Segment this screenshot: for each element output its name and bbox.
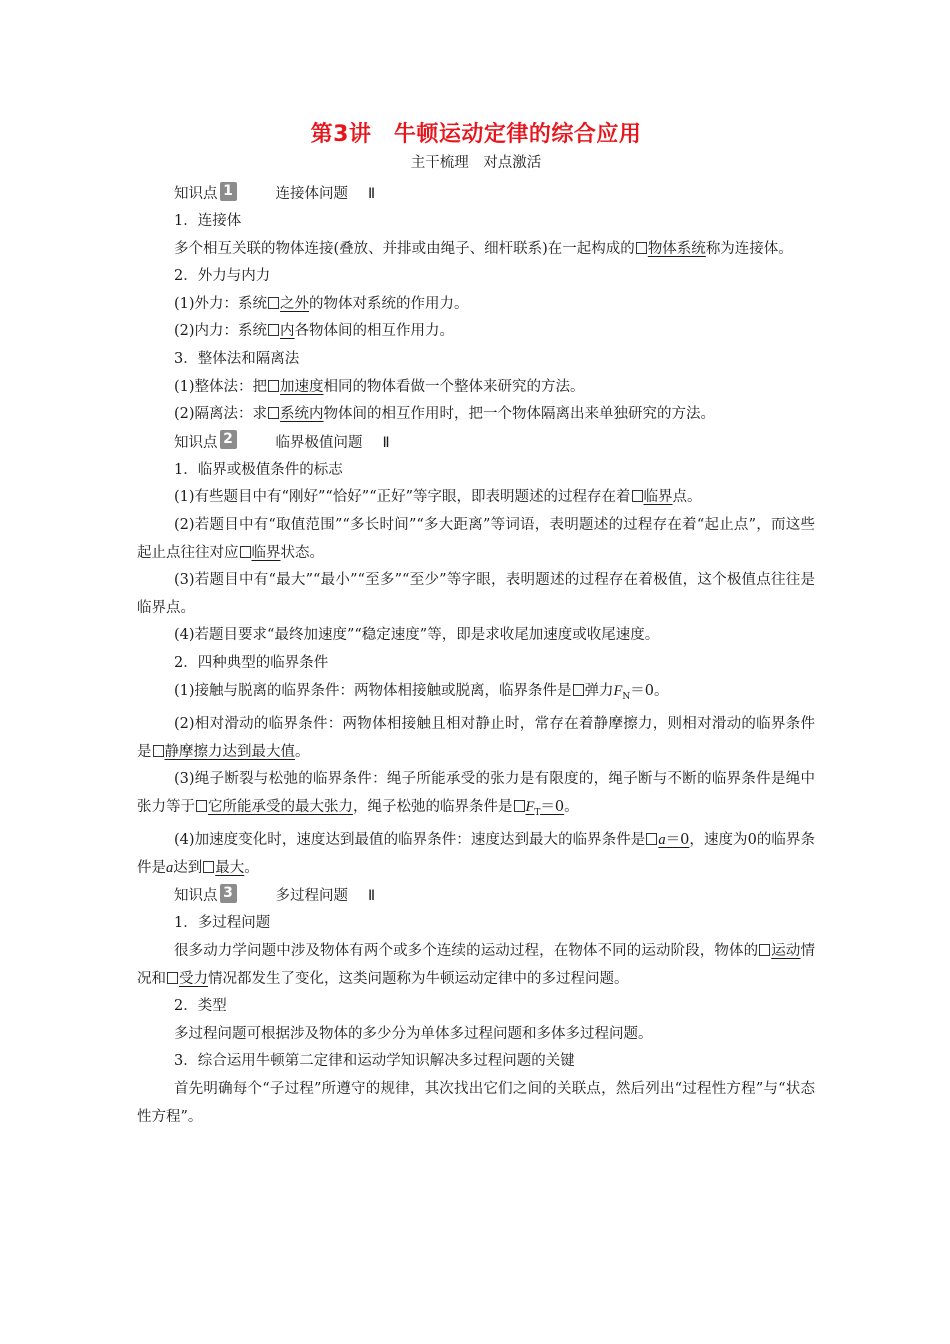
paragraph: 多过程问题可根据涉及物体的多少分为单体多过程问题和多体多过程问题。 — [174, 1025, 653, 1042]
section-heading: 1．连接体 — [174, 213, 242, 229]
paragraph: (2)内力：系统 内各物体间的相互作用力。 — [174, 323, 455, 340]
section-heading: 2．四种典型的临界条件 — [174, 654, 329, 671]
section-heading: 3．综合运用牛顿第二定律和运动学知识解决多过程问题的关键 — [174, 1053, 575, 1070]
blank-box-icon — [268, 380, 279, 392]
paragraph: (4)若题目要求“最终加速度”“稳定速度”等，即是求收尾加速度或收尾速度。 — [174, 627, 660, 644]
kp-number-badge: 2 — [220, 430, 237, 449]
paragraph: 多个相互关联的物体连接(叠放、并排或由绳子、细杆联系)在一起构成的 物体系统称为连接体。 — [174, 240, 793, 257]
paragraph: (3)若题目中有“最大”“最小”“至多”“至少”等字眼，表明题述的过程存在着极值，这个极值点往往是临界点。 — [137, 572, 815, 616]
kp-topic: 临界极值问题 — [275, 434, 363, 451]
blank-box-icon — [153, 745, 164, 757]
kp-level: Ⅱ — [368, 186, 376, 202]
document-page — [137, 120, 815, 1131]
fill-answer: $F_T=0$ — [525, 798, 565, 818]
kp-label: 知识点 — [174, 888, 218, 905]
fill-answer: 内 — [280, 323, 295, 340]
kp-number-badge: 3 — [220, 884, 237, 903]
paragraph: (4)加速度变化时，速度达到最值的临界条件：速度达到最大的临界条件是 a＝0，速度为0的临界条件是a达到 最大。 — [137, 832, 815, 876]
fill-answer: 静摩擦力达到最大值 — [164, 743, 295, 760]
fill-answer: 之外 — [280, 295, 310, 312]
blank-box-icon — [167, 972, 178, 984]
blank-box-icon — [268, 297, 279, 309]
paragraph: 首先明确每个“子过程”所遵守的规律，其次找出它们之间的关联点，然后列出“过程性方程”与“状态性方程”。 — [137, 1081, 815, 1125]
knowledge-point-3-header — [137, 882, 815, 910]
fill-answer: 它所能承受的最大张力 — [208, 798, 353, 815]
blank-box-icon — [759, 944, 770, 956]
blank-box-icon — [268, 407, 279, 419]
fill-answer: a＝0 — [658, 832, 690, 849]
kp-topic: 多过程问题 — [275, 888, 348, 905]
kp-label: 知识点 — [174, 434, 218, 451]
blank-box-icon — [196, 800, 207, 812]
knowledge-point-1-header — [137, 180, 815, 208]
kp-label: 知识点 — [174, 186, 218, 202]
paragraph: (1)整体法：把 加速度相同的物体看做一个整体来研究的方法。 — [174, 378, 585, 395]
section-heading: 1．临界或极值条件的标志 — [174, 461, 343, 478]
section-heading: 2．外力与内力 — [174, 268, 271, 285]
paragraph: (3)绳子断裂与松弛的临界条件：绳子所能承受的张力是有限度的，绳子断与不断的临界条件是绳中张力等于 它所能承受的最大张力，绳子松弛的临界条件是 $F_T=0$。 — [137, 771, 815, 818]
blank-box-icon — [268, 324, 279, 336]
section-heading: 3．整体法和隔离法 — [174, 350, 300, 367]
kp-topic: 连接体问题 — [275, 186, 348, 202]
kp-number-badge: 1 — [220, 182, 237, 201]
blank-box-icon — [240, 546, 251, 558]
paragraph: (2)隔离法：求 系统内物体间的相互作用时，把一个物体隔离出来单独研究的方法。 — [174, 406, 716, 423]
blank-box-icon — [573, 684, 584, 696]
fill-answer: 临界 — [643, 489, 673, 506]
paragraph: (1)有些题目中有“刚好”“恰好”“正好”等字眼，即表明题述的过程存在着 临界点。 — [174, 489, 702, 506]
blank-box-icon — [514, 800, 525, 812]
fill-answer: 加速度 — [280, 378, 324, 395]
blank-box-icon — [203, 861, 214, 873]
paragraph: (2)相对滑动的临界条件：两物体相接触且相对静止时，常存在着静摩擦力，则相对滑动的临界条件是 静摩擦力达到最大值。 — [137, 715, 815, 760]
paragraph: 很多动力学问题中涉及物体有两个或多个连续的运动过程，在物体不同的运动阶段，物体的 运动情况和 受力情况都发生了变化，这类问题称为牛顿运动定律中的多过程问题。 — [137, 943, 816, 987]
blank-box-icon — [646, 833, 657, 845]
blank-box-icon — [632, 490, 643, 502]
blank-box-icon — [636, 242, 647, 254]
fill-answer: 物体系统 — [647, 240, 706, 257]
knowledge-point-2-header — [137, 429, 815, 457]
fill-answer: 系统内 — [280, 406, 324, 423]
paragraph: (1)接触与脱离的临界条件：两物体相接触或脱离，临界条件是 弹力$F_N=0$。 — [174, 682, 669, 702]
kp-level: Ⅱ — [382, 434, 390, 451]
fill-answer: 受力 — [179, 970, 208, 987]
section-heading: 1．多过程问题 — [174, 915, 271, 932]
fill-answer: 运动 — [771, 943, 801, 960]
kp-level: Ⅱ — [368, 888, 376, 905]
page-subtitle: 主干梳理 对点激活 — [410, 155, 542, 171]
page-title: 第3讲 牛顿运动定律的综合应用 — [310, 122, 642, 147]
fill-answer: 临界 — [251, 544, 281, 561]
fill-answer: 最大 — [215, 859, 245, 876]
section-heading: 2．类型 — [174, 998, 227, 1015]
paragraph: (2)若题目中有“取值范围”“多长时间”“多大距离”等词语，表明题述的过程存在着“起止点”，而这些起止点往往对应 临界状态。 — [137, 516, 815, 561]
paragraph: (1)外力：系统 之外的物体对系统的作用力。 — [174, 295, 469, 312]
